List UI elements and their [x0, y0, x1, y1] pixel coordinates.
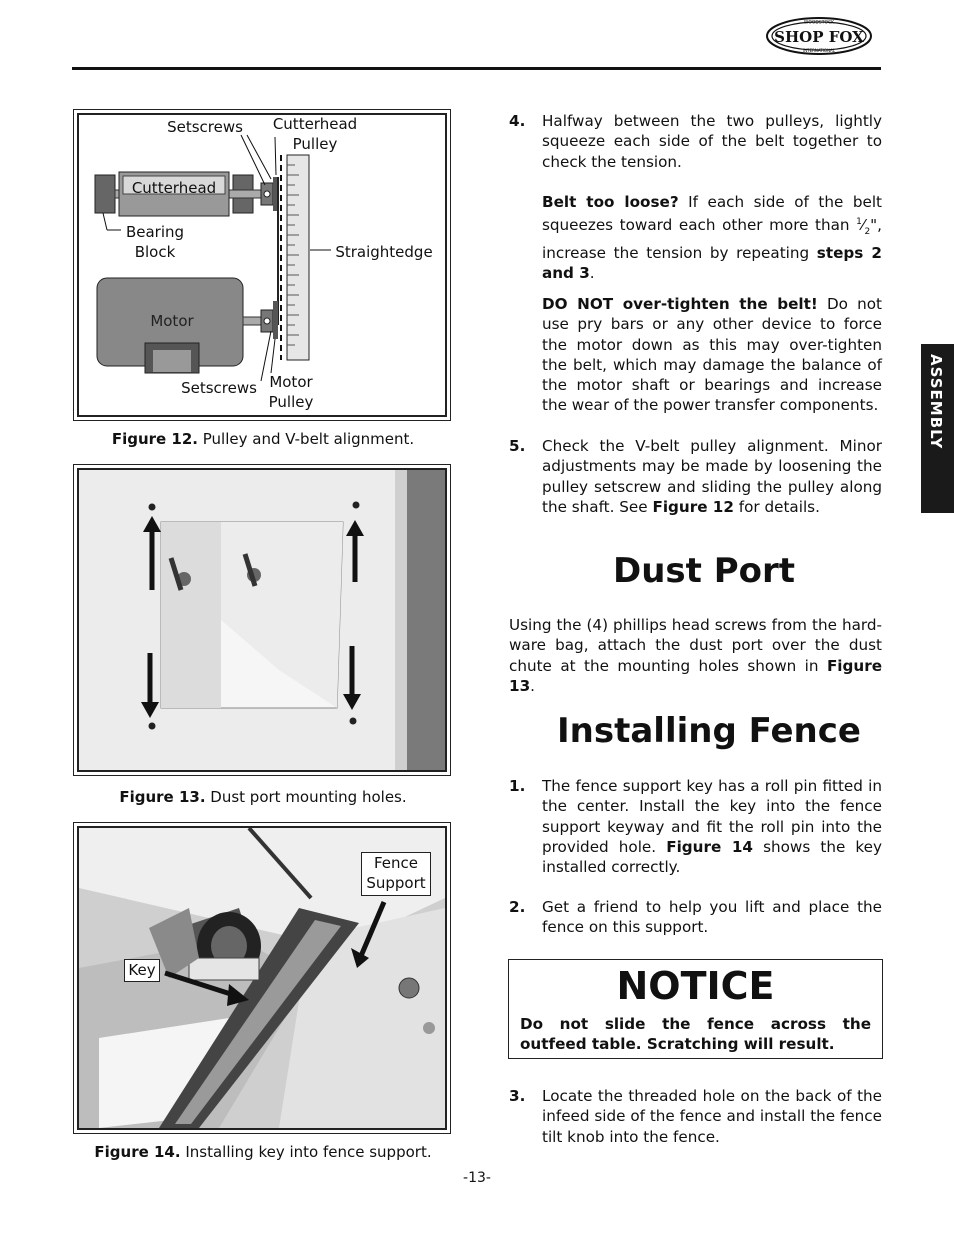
belt-too-loose-text-b: ", increase the tension by repeating [542, 216, 882, 262]
figure-12-caption [73, 430, 453, 448]
figure-13-caption-label: Figure 13. [119, 788, 206, 806]
overtighten-text: Do not use pry bars or any other device to force the motor down as this may over-tighten the belt, which may damage the balance of the motor shaft or bearings and increase the wear of the power transfer components. [542, 295, 882, 415]
dust-port-text-a: Using the (4) phillips head screws from the hard-ware bag, attach the dust port over the dust chute at the mounting holes shown in [509, 616, 882, 675]
fence-step-3-text: Locate the threaded hole on the back of the infeed side of the fence and install the fence tilt knob into the fence. [542, 1087, 882, 1146]
label-cutterhead-pulley-1: Cutterhead [272, 115, 358, 133]
notice-box [508, 959, 883, 1059]
figure-14-caption-text: Installing key into fence support. [180, 1143, 432, 1161]
step-5-text-b: for details. [733, 497, 820, 516]
fence-step-2-text: Get a friend to help you lift and place the fence on this support. [542, 898, 882, 937]
header-rule [72, 67, 881, 70]
fence-step-1-figure-ref: Figure 14 [666, 837, 753, 856]
dust-port-paragraph [509, 615, 882, 696]
step-4-text: Halfway between the two pulleys, lightly squeeze each side of the belt together to check the tension. [542, 112, 882, 171]
dust-port-photo [79, 470, 445, 770]
pulley-diagram [79, 115, 445, 415]
step-5 [509, 436, 882, 517]
belt-too-loose-label: Belt too loose? [542, 193, 679, 211]
label-motor-pulley-1: Motor [269, 373, 313, 391]
fence-step-3-number: 3. [509, 1087, 526, 1105]
overtighten-paragraph [542, 294, 882, 416]
dust-port-heading: Dust Port [613, 551, 796, 591]
label-key: Key [124, 959, 160, 982]
figure-14-caption [73, 1143, 453, 1161]
figure-12-caption-text: Pulley and V-belt alignment. [198, 430, 415, 448]
overtighten-warning: DO NOT over-tighten the belt! [542, 295, 818, 313]
label-fence-support [361, 852, 431, 896]
installing-fence-heading: Installing Fence [557, 711, 861, 751]
logo-subtext-bottom: INTERNATIONAL [802, 48, 836, 53]
belt-too-loose-steps: steps 2 and 3 [542, 243, 882, 282]
shop-fox-logo [766, 17, 872, 55]
label-setscrews-bottom: Setscrews [181, 379, 257, 397]
logo-text: SHOP FOX [774, 28, 864, 46]
side-tab-label: ASSEMBLY [927, 354, 945, 450]
label-fence-support-2: Support [366, 874, 426, 892]
belt-too-loose-text-a: If each side of the belt squeezes toward each other more than [542, 193, 882, 235]
figure-14-caption-label: Figure 14. [94, 1143, 181, 1161]
step-5-number: 5. [509, 437, 526, 455]
belt-too-loose-paragraph: Belt too loose? If each side of the belt squeezes toward each other more than $^1⁄_2$", increase the tension by repeating steps 2 and 3. [542, 193, 882, 282]
figure-12 [73, 109, 451, 421]
figure-13-caption-text: Dust port mounting holes. [205, 788, 407, 806]
figure-14 [73, 822, 451, 1134]
fence-step-2-number: 2. [509, 898, 526, 916]
label-cutterhead: Cutterhead [131, 179, 217, 197]
step-5-figure-ref: Figure 12 [652, 497, 734, 516]
label-motor: Motor [150, 312, 194, 330]
belt-too-loose-text-c: . [589, 263, 595, 282]
label-fence-support-1: Fence [373, 854, 419, 872]
step-5-text-a: Check the V-belt pulley alignment. Minor adjustments may be made by loosening the pulley setscrew and sliding the pulley along the shaft. See [542, 437, 882, 516]
label-bearing-block-2: Block [134, 243, 176, 261]
fraction-numerator: 1 [856, 217, 862, 228]
section-side-tab [921, 344, 954, 513]
fence-step-2 [509, 897, 882, 938]
fence-step-1-number: 1. [509, 777, 526, 795]
figure-13-caption [73, 788, 453, 806]
label-bearing-block-1: Bearing [125, 223, 185, 241]
fence-step-1-text-a: The fence support key has a roll pin fitted in the center. Install the key into the fence support keyway and fit the roll pin into the provided hole. [542, 777, 882, 856]
label-setscrews-top: Setscrews [167, 118, 243, 136]
figure-12-caption-label: Figure 12. [111, 430, 198, 448]
fence-step-1 [509, 776, 882, 877]
fence-step-3 [509, 1086, 882, 1147]
step-4-number: 4. [509, 112, 526, 130]
fraction-denominator: 2 [864, 227, 871, 238]
label-straightedge: Straightedge [335, 243, 433, 261]
step-4 [509, 111, 882, 172]
figure-13 [73, 464, 451, 776]
logo-subtext-top: WOODSTOCK [803, 20, 835, 26]
label-cutterhead-pulley-2: Pulley [292, 135, 338, 153]
notice-title: NOTICE [616, 964, 775, 1008]
notice-body: Do not slide the fence across the outfeed table. Scratching will result. [520, 1015, 871, 1054]
page-number: -13- [463, 1170, 491, 1186]
dust-port-figure-ref: Figure 13 [509, 656, 882, 695]
dust-port-text-b: . [530, 676, 535, 695]
fence-step-1-text-b: shows the key installed correctly. [542, 837, 882, 877]
label-motor-pulley-2: Pulley [268, 393, 314, 411]
